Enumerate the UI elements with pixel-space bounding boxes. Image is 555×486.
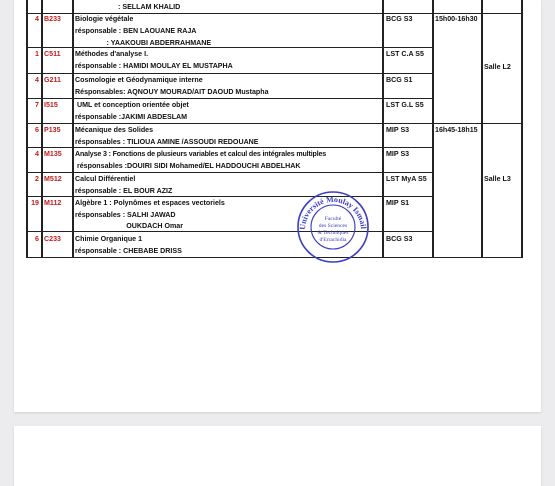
module-code: C511 (44, 50, 61, 58)
module-code: M112 (44, 199, 62, 207)
time-slot: 15h00-16h30 (435, 15, 478, 23)
level: MIP S3 (386, 126, 410, 134)
room: Salle L2 (484, 63, 511, 71)
module-code: C233 (44, 235, 61, 243)
module-code: I515 (44, 101, 58, 109)
level: LST MyA S5 (386, 175, 427, 183)
module-responsible: résponsable : CHEBABE DRISS (75, 247, 182, 255)
module-code: P135 (44, 126, 61, 134)
level: MIP S1 (386, 199, 410, 207)
module-responsible-2: : YAAKOUBI ABDERRAHMANE (75, 39, 212, 47)
module-responsible: résponsable : EL BOUR AZIZ (75, 187, 173, 195)
module-responsible: résponsables :DOUIRI SIDI Mohamed/EL HADDOUCHI ABDELHAK (75, 162, 301, 170)
row-count: 6 (35, 126, 39, 134)
module-responsible: résponsable : HAMIDI MOULAY EL MUSTAPHA (75, 62, 233, 70)
previous-row-fragment: : SELLAM KHALID (118, 3, 181, 11)
stamp-text: des Sciences (318, 223, 348, 229)
stamp-text: & Techniques (317, 230, 349, 236)
module-code: B233 (44, 15, 61, 23)
row-count: 2 (35, 175, 39, 183)
row-count: 7 (35, 101, 39, 109)
room: Salle L3 (484, 175, 511, 183)
module-title: Calcul Différentiel (75, 175, 136, 183)
stamp-outer-text: Université Moulay Ismail (297, 194, 368, 231)
level: BCG S3 (386, 235, 413, 243)
row-count: 6 (35, 235, 39, 243)
module-title: Chimie Organique 1 (75, 235, 143, 243)
row-count: 4 (35, 150, 39, 158)
stamp-text: d'Errachidia (319, 237, 347, 243)
module-responsible: Résponsables: AQNOUY MOURAD/AIT DAOUD Mustapha (75, 88, 269, 96)
module-code: M512 (44, 175, 62, 183)
level: BCG S1 (386, 76, 413, 84)
row-count: 4 (35, 76, 39, 84)
module-title: Analyse 3 : Fonctions de plusieurs variables et calcul des intégrales multiples (75, 150, 327, 158)
level: BCG S3 (386, 15, 413, 23)
module-responsible-2: OUKDACH Omar (75, 222, 183, 230)
module-title: Mécanique des Solides (75, 126, 154, 134)
row-count: 1 (35, 50, 39, 58)
university-stamp (296, 190, 370, 264)
module-title: Cosmologie et Géodynamique interne (75, 76, 203, 84)
row-count: 19 (31, 199, 39, 207)
level: MIP S3 (386, 150, 410, 158)
module-title: Méthodes d'analyse I. (75, 50, 149, 58)
stamp-text: Faculté (324, 216, 342, 222)
module-responsible: résponsable : BEN LAOUANE RAJA (75, 27, 197, 35)
module-responsible: résponsable :JAKIMI ABDESLAM (75, 113, 188, 121)
module-code: G211 (44, 76, 61, 84)
module-title: UML et conception orientée objet (75, 101, 189, 109)
time-slot: 16h45-18h15 (435, 126, 478, 134)
module-code: M135 (44, 150, 62, 158)
module-responsible: résponsables : TILIOUA AMINE /ASSOUDI REDOUANE (75, 138, 259, 146)
level: LST C.A S5 (386, 50, 424, 58)
module-responsible: résponsables : SALHI JAWAD (75, 211, 176, 219)
level: LST G.L S5 (386, 101, 424, 109)
module-title: Algèbre 1 : Polynômes et espaces vectoriels (75, 199, 225, 207)
row-count: 4 (35, 15, 39, 23)
next-document-page (14, 426, 541, 486)
module-title: Biologie végétale (75, 15, 134, 23)
